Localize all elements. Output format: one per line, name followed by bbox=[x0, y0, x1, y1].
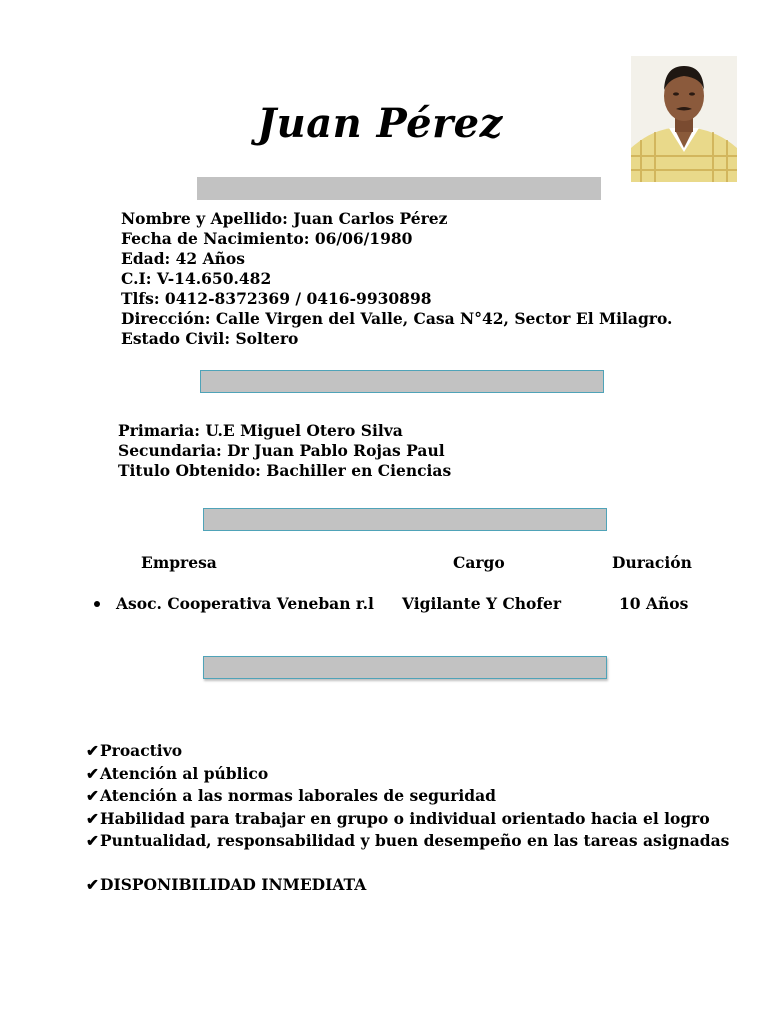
experience-row-duration: 10 Años bbox=[619, 594, 689, 613]
personal-info bbox=[121, 209, 672, 349]
profile-photo-image bbox=[631, 56, 737, 182]
experience-header-role: Cargo bbox=[453, 553, 505, 572]
checkmark-icon: ✔ bbox=[86, 786, 99, 805]
experience-row-company: Asoc. Cooperativa Veneban r.l bbox=[116, 594, 374, 613]
availability-line bbox=[86, 874, 366, 897]
personal-age-line: Edad: 42 Años bbox=[121, 249, 245, 268]
education-primary-line: Primaria: U.E Miguel Otero Silva bbox=[118, 421, 403, 440]
personal-birthdate-line: Fecha de Nacimiento: 06/06/1980 bbox=[121, 229, 413, 248]
checkmark-icon: ✔ bbox=[86, 763, 99, 783]
checkmark-icon: ✔ bbox=[86, 875, 99, 894]
section-bar-education bbox=[200, 370, 604, 393]
skill-label: Puntualidad, responsabilidad y buen desempeño en las tareas asignadas bbox=[100, 831, 730, 850]
skill-label: Proactivo bbox=[100, 741, 183, 760]
personal-name-line: Nombre y Apellido: Juan Carlos Pérez bbox=[121, 209, 448, 228]
candidate-name: Juan Pérez bbox=[257, 100, 503, 147]
skill-label: Habilidad para trabajar en grupo o individual orientado hacia el logro bbox=[100, 808, 710, 828]
experience-header-duration: Duración bbox=[612, 553, 692, 572]
section-bar-experience bbox=[203, 508, 607, 531]
availability-label: DISPONIBILIDAD INMEDIATA bbox=[100, 875, 367, 894]
skill-item bbox=[86, 830, 729, 853]
experience-row-role: Vigilante Y Chofer bbox=[402, 594, 562, 613]
checkmark-icon: ✔ bbox=[86, 741, 99, 760]
list-bullet bbox=[94, 601, 100, 607]
personal-id-line: C.I: V-14.650.482 bbox=[121, 269, 272, 288]
skill-label: Atención al público bbox=[100, 763, 269, 783]
section-bar-skills bbox=[203, 656, 607, 679]
skill-label: Atención a las normas laborales de seguridad bbox=[100, 786, 496, 805]
section-bar-personal bbox=[197, 177, 601, 200]
personal-phone-line: Tlfs: 0412-8372369 / 0416-9930898 bbox=[121, 289, 432, 308]
skill-item bbox=[86, 808, 729, 831]
skill-item bbox=[86, 763, 729, 786]
personal-civil-status-line: Estado Civil: Soltero bbox=[121, 329, 299, 348]
education-secondary-line: Secundaria: Dr Juan Pablo Rojas Paul bbox=[118, 441, 445, 460]
skill-item bbox=[86, 740, 729, 763]
skills-list bbox=[86, 740, 729, 853]
checkmark-icon: ✔ bbox=[86, 831, 99, 850]
checkmark-icon: ✔ bbox=[86, 808, 99, 828]
education-degree-line: Titulo Obtenido: Bachiller en Ciencias bbox=[118, 461, 452, 480]
personal-address-line: Dirección: Calle Virgen del Valle, Casa N°42, Sector El Milagro. bbox=[121, 309, 673, 328]
skill-item bbox=[86, 785, 729, 808]
experience-header-company: Empresa bbox=[141, 553, 217, 572]
profile-photo bbox=[631, 56, 737, 182]
education-info bbox=[118, 421, 451, 481]
